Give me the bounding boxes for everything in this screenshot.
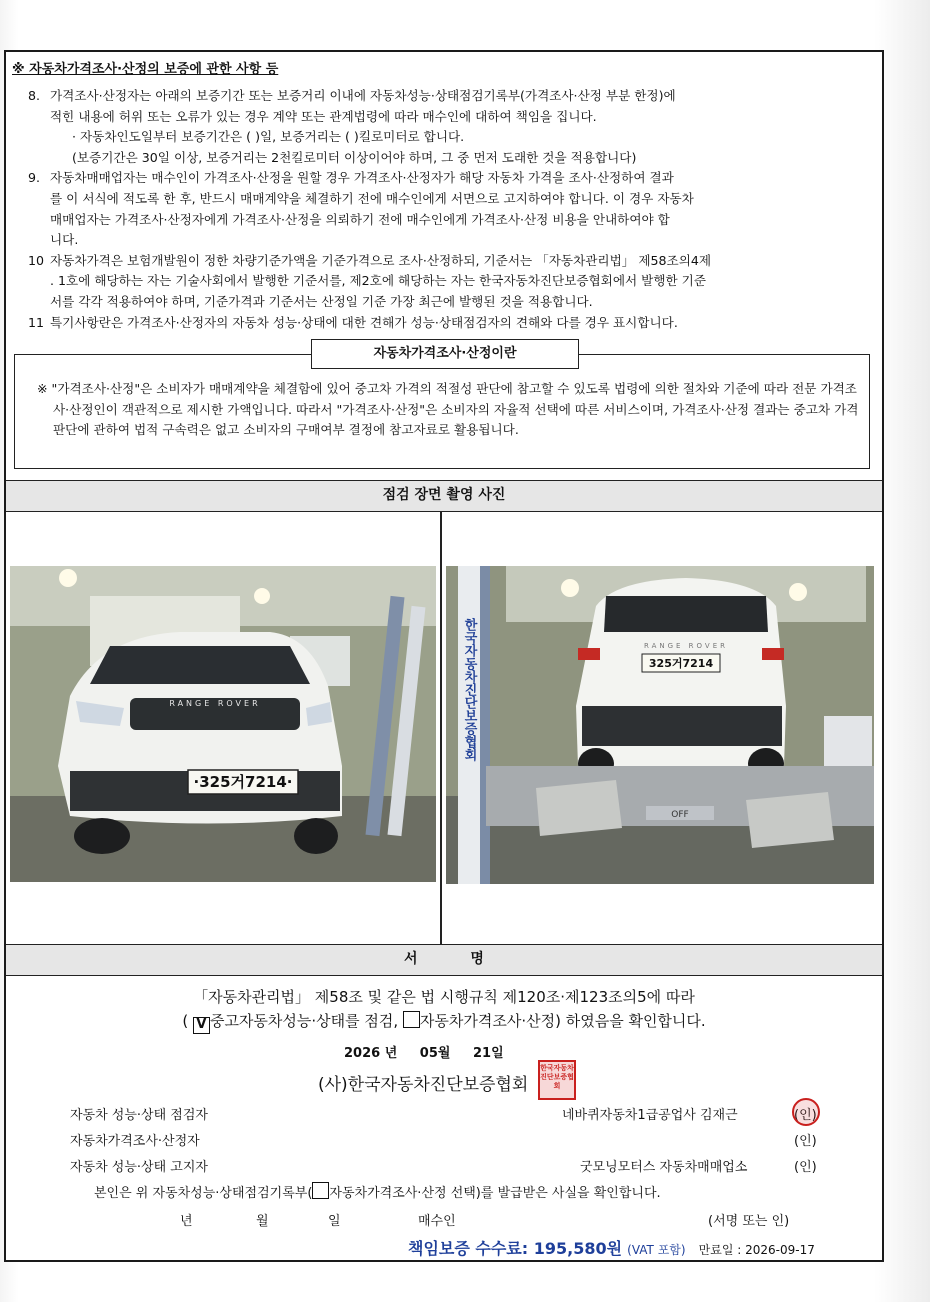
rear-inspection-photo bbox=[446, 566, 874, 884]
photo-section-header: 점검 장면 촬영 사진 bbox=[6, 480, 882, 512]
info-box-text: ※ "가격조사·산정"은 소비자가 매매계약을 체결함에 있어 중고차 가격의 적절성 판단에 참고할 수 있도록 법령에 의한 절차와 기준에 따라 전문 가격조사·산정인이 객관적으로 제시한 가액입니다. 따라서 "가격조사·산정"은 소비자의 자율적 선택에 따른 서비스이며, 가격조사·산정 결과는 중고차 가격판단에 관하여 법적 구속력은 없고 소비자의 구매여부 결정에 참고자료로 활용됩니다. bbox=[37, 381, 859, 437]
check-performance-inspection[interactable]: V bbox=[193, 1017, 210, 1034]
document-frame bbox=[4, 50, 884, 1262]
section-title: ※ 자동차가격조사·산정의 보증에 관한 사항 등 bbox=[12, 62, 279, 77]
lift-label: OFF bbox=[671, 810, 689, 820]
clause-line: 니다. bbox=[50, 232, 79, 248]
clause-number: 9. bbox=[28, 170, 41, 186]
row-assessor-seal: (인) bbox=[794, 1134, 817, 1149]
clause-item bbox=[28, 86, 870, 168]
clause-list bbox=[28, 86, 870, 333]
fee-vat-note: (VAT 포함) bbox=[627, 1243, 686, 1257]
confirm-option-price: 자동차가격조사·산정) 하였음을 확인합니다. bbox=[419, 1012, 706, 1030]
receipt-year: 년 bbox=[180, 1214, 193, 1229]
buyer-sign-label: (서명 또는 인) bbox=[708, 1214, 790, 1229]
row-notifier-value: 굿모닝모터스 자동차매매업소 bbox=[580, 1160, 748, 1175]
guarantee-fee: 책임보증 수수료: 195,580원 bbox=[408, 1239, 623, 1258]
check-price-assessment[interactable] bbox=[403, 1011, 420, 1028]
front-inspection-photo bbox=[10, 566, 436, 882]
svg-text:RANGE ROVER: RANGE ROVER bbox=[169, 699, 261, 708]
clause-line: 적힌 내용에 허위 또는 오류가 있는 경우 계약 또는 관계법령에 따라 매수인에 대하여 책임을 집니다. bbox=[50, 108, 597, 124]
info-box-title: 자동차가격조사·산정이란 bbox=[311, 339, 579, 369]
clause-text bbox=[50, 251, 870, 313]
row-assessor-label: 자동차가격조사·산정자 bbox=[70, 1134, 200, 1149]
receipt-prefix: 본인은 위 자동차성능·상태점검기록부( bbox=[94, 1186, 313, 1201]
row-notifier-seal: (인) bbox=[794, 1160, 817, 1175]
clause-text bbox=[50, 168, 870, 250]
confirm-option-inspection: 중고자동차성능·상태를 점검, bbox=[209, 1012, 399, 1030]
row-inspector-value: 네바퀴자동차1급공업사 김재근 bbox=[562, 1108, 738, 1123]
fee-line bbox=[408, 1236, 815, 1259]
date-month: 05월 bbox=[419, 1046, 451, 1061]
receipt-month: 월 bbox=[256, 1214, 269, 1229]
association-banner: 한국자동차진단보증협회 bbox=[461, 618, 477, 761]
clause-line: 특기사항란은 가격조사·산정자의 자동차 성능·상태에 대한 견해가 성능·상태점검자의 견해와 다를 경우 표시합니다. bbox=[50, 314, 678, 330]
clause-number: 11 bbox=[28, 314, 45, 330]
expiry-date: 만료일 : 2026-09-17 bbox=[698, 1243, 815, 1257]
clause-text bbox=[50, 313, 870, 334]
clause-line: 매매업자는 가격조사·산정자에게 가격조사·산정을 의뢰하기 전에 매수인에게 가격조사·산정 비용을 안내하여야 합 bbox=[50, 211, 670, 227]
info-box bbox=[14, 346, 870, 469]
clause-item bbox=[28, 251, 870, 313]
front-plate-text: ·325거7214· bbox=[193, 773, 293, 791]
clause-line: 서를 각각 적용하여야 하며, 기준가격과 기준서는 산정일 기준 가장 최근에 발행된 것을 적용합니다. bbox=[50, 293, 593, 309]
date-day: 21일 bbox=[472, 1046, 504, 1061]
clause-item bbox=[28, 168, 870, 250]
clause-line: . 1호에 해당하는 자는 기술사회에서 발행한 기준서를, 제2호에 해당하는 자는 한국자동차진단보증협회에서 발행한 기준 bbox=[50, 273, 707, 289]
clause-subline: (보증기간은 30일 이상, 보증거리는 2천킬로미터 이상이어야 하며, 그 중 먼저 도래한 것을 적용합니다) bbox=[72, 149, 637, 165]
sign-date bbox=[344, 1042, 522, 1061]
association-seal: 한국자동차진단보증협회 bbox=[538, 1060, 576, 1100]
row-inspector-seal: (인) bbox=[794, 1108, 817, 1123]
buyer-label: 매수인 bbox=[418, 1214, 456, 1229]
svg-text:RANGE ROVER: RANGE ROVER bbox=[643, 642, 729, 650]
clause-number: 8. bbox=[28, 88, 41, 103]
clause-item bbox=[28, 313, 870, 334]
rear-plate-text: 325거7214 bbox=[648, 657, 714, 670]
row-notifier-label: 자동차 성능·상태 고지자 bbox=[70, 1160, 208, 1175]
clause-subline: · 자동차인도일부터 보증기간은 ( )일, 보증거리는 ( )킬로미터로 합니다. bbox=[72, 129, 465, 145]
receipt-suffix: 자동차가격조사·산정 선택)를 발급받은 사실을 확인합니다. bbox=[329, 1186, 661, 1201]
confirm-prefix: ( bbox=[182, 1012, 189, 1030]
clause-line: 자동차가격은 보험개발원이 정한 차량기준가액을 기준가격으로 조사·산정하되, 기준서는 「자동차관리법」 제58조의4제 bbox=[50, 252, 712, 268]
inspector-seal bbox=[792, 1098, 820, 1126]
law-reference: 「자동차관리법」 제58조 및 같은 법 시행규칙 제120조·제123조의5에 따라 bbox=[193, 988, 695, 1006]
association-name: (사)한국자동차진단보증협회 bbox=[318, 1075, 529, 1095]
confirm-line bbox=[6, 1010, 882, 1034]
signature-section-header: 서 명 bbox=[6, 944, 882, 976]
clause-line: 자동차매매업자는 매수인이 가격조사·산정을 원할 경우 가격조사·산정자가 해당 자동차 가격을 조사·산정하여 결과 bbox=[50, 170, 674, 186]
date-year: 2026 년 bbox=[344, 1046, 398, 1061]
receipt-statement bbox=[94, 1182, 661, 1201]
clause-line: 가격조사·산정자는 아래의 보증기간 또는 보증거리 이내에 자동차성능·상태점검기록부(가격조사·산정 부분 한정)에 bbox=[50, 88, 676, 103]
row-inspector-label: 자동차 성능·상태 점검자 bbox=[70, 1108, 208, 1123]
photo-divider bbox=[440, 512, 442, 944]
clause-text bbox=[50, 86, 870, 168]
clause-line: 를 이 서식에 적도록 한 후, 반드시 매매계약을 체결하기 전에 매수인에게 서면으로 고지하여야 합니다. 이 경우 자동차 bbox=[50, 190, 694, 206]
clause-number: 10 bbox=[28, 252, 45, 268]
receipt-day: 일 bbox=[328, 1214, 341, 1229]
check-receipt-price[interactable] bbox=[312, 1182, 329, 1199]
